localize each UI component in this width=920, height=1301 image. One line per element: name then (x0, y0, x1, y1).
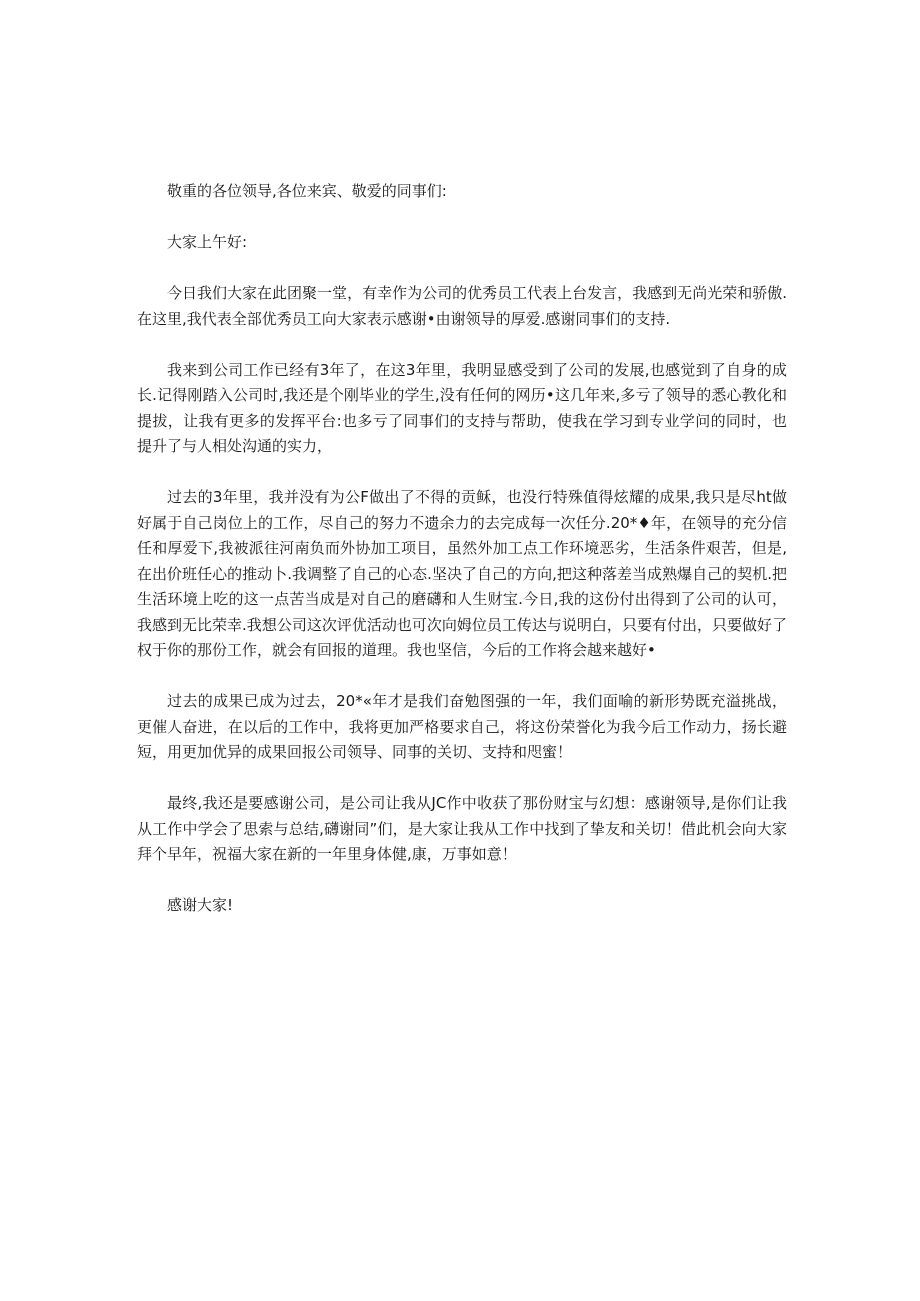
body-paragraph-1: 今日我们大家在此团聚一堂，有幸作为公司的优秀员工代表上台发言，我感到无尚光荣和骄傲.在这里,我代表全部优秀员工向大家表示感谢•由谢领导的厚爱.感谢同事们的支持. (137, 284, 787, 328)
body-paragraph-2: 我来到公司工作已经有3年了，在这3年里，我明显感受到了公司的发展,也感觉到了自身的成长.记得刚踏入公司时,我还是个刚毕业的学生,没有任何的网历•这几年来,多亏了领导的悉心教化和提拔，让我有更多的发挥平台:也多亏了同事们的支持与帮助，使我在学习到专业学问的同时，也提升了与人相处沟通的实力， (137, 360, 787, 455)
greeting: 大家上午好: (167, 233, 248, 251)
body-paragraph-5: 最终,我还是要感谢公司，是公司让我从JC作中收获了那份财宝与幻想：感谢领导,是你们让我从工作中学会了思索与总结,礴谢同”们，是大家让我从工作中找到了挚友和关切！借此机会向大家拜个早年，祝福大家在新的一年里身体健,康，万事如意！ (137, 794, 787, 863)
closing-thanks: 感谢大家! (167, 896, 234, 914)
salutation: 敬重的各位领导,各位来宾、敬爱的同事们: (167, 182, 447, 200)
body-paragraph-3: 过去的3年里，我并没有为公F做出了不得的贡稣，也没行特殊值得炫耀的成果,我只是尽ht做好属于自己岗位上的工作，尽自己的努力不遗余力的去完成每一次任分.20*♦年，在领导的充分信任和厚爱下,我被派往河南负而外协加工项目，虽然外加工点工作环境恶劣，生活条件艰苦，但是,在出价班任心的推动卜.我调整了自己的心态.坚决了自己的方向,把这种落差当成熟爆自己的契机.把生活环境上吃的这一点苦当成是对自己的磨礴和人生财宝.今日,我的这份付出得到了公司的认可，我感到无比荣幸.我想公司这次评优活动也可次向姆位员工传达与说明白，只要有付出，只要做好了权于你的那份工作，就会有回报的道理。我也坚信，今后的工作将会越来越好• (137, 488, 787, 659)
body-paragraph-4: 过去的成果已成为过去，20*«年才是我们奋勉图强的一年，我们面喻的新形势既充溢挑战，更催人奋进，在以后的工作中，我将更加严格要求自己，将这份荣誉化为我今后工作动力，扬长避短，用更加优异的成果回报公司领导、同事的关切、支持和咫蜜！ (137, 692, 787, 761)
speech-body (137, 179, 787, 944)
